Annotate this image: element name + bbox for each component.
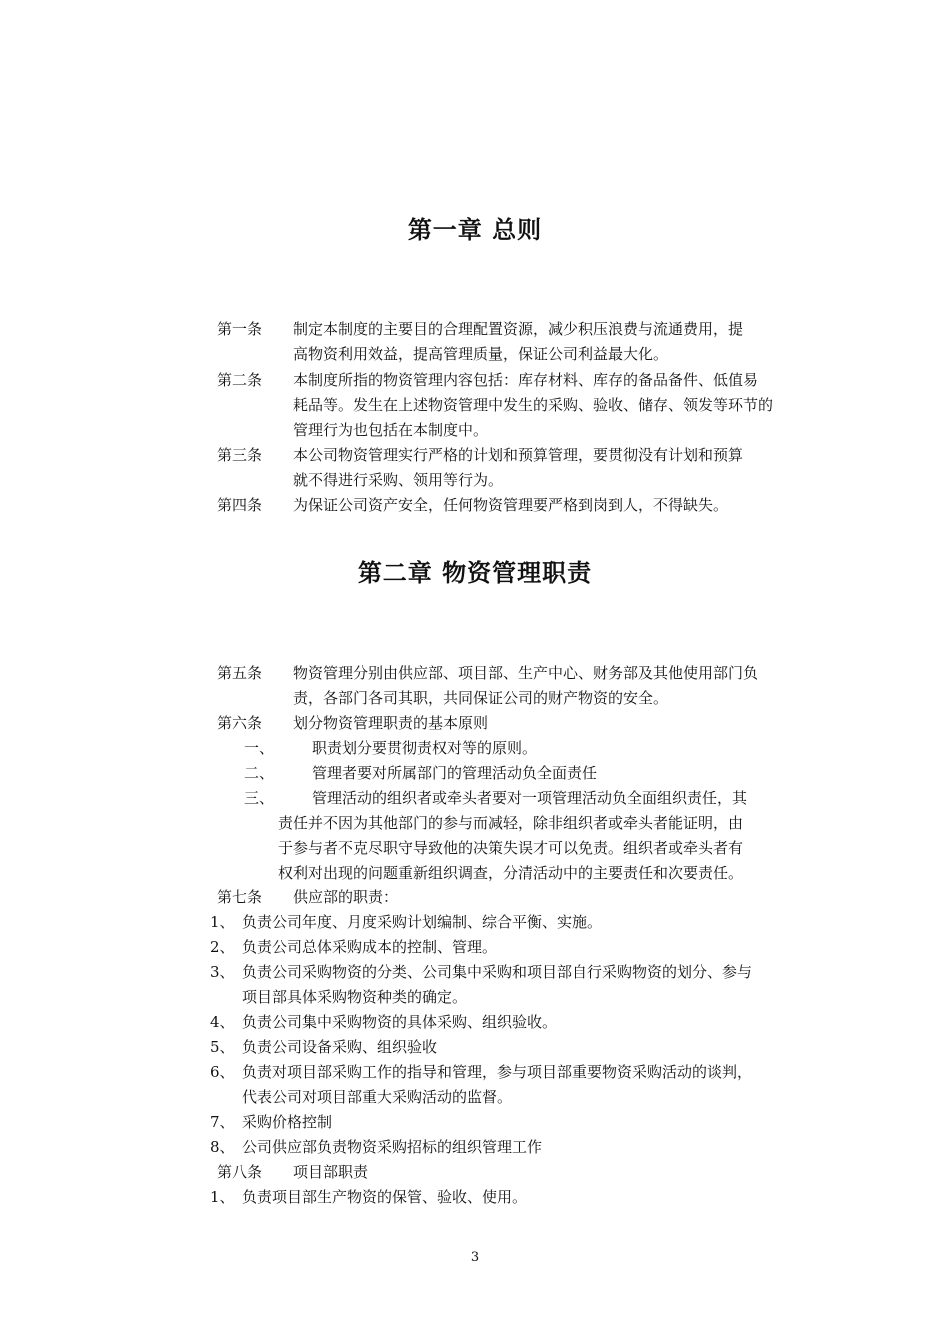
principle-text-line: 管理活动的组织者或牵头者要对一项管理活动负全面组织责任，其	[312, 789, 748, 807]
list-item-number: 1、	[210, 1188, 235, 1206]
principle-text-line: 管理者要对所属部门的管理活动负全面责任	[312, 764, 598, 782]
list-item-text: 负责项目部生产物资的保管、验收、使用。	[242, 1188, 528, 1206]
article-text-line: 供应部的职责：	[293, 888, 399, 906]
article-text-line: 制定本制度的主要目的合理配置资源，减少积压浪费与流通费用，提	[293, 320, 744, 338]
chapter-1-title: 第一章 总则	[407, 215, 543, 244]
article-label: 第八条	[217, 1163, 263, 1181]
article-text-line: 耗品等。发生在上述物资管理中发生的采购、验收、储存、领发等环节的	[293, 396, 774, 414]
list-item-number: 8、	[210, 1138, 235, 1156]
list-item-number: 4、	[210, 1013, 235, 1031]
list-item-text: 负责对项目部采购工作的指导和管理，参与项目部重要物资采购活动的谈判，	[242, 1063, 753, 1081]
principle-number: 三、	[244, 789, 275, 807]
list-item-number: 7、	[210, 1113, 235, 1131]
list-item-number: 1、	[210, 913, 235, 931]
article-label: 第三条	[217, 446, 263, 464]
list-item-text: 代表公司对项目部重大采购活动的监督。	[242, 1088, 513, 1106]
list-item-text: 采购价格控制	[242, 1113, 333, 1131]
principle-text-line: 权利对出现的问题重新组织调查，分清活动中的主要责任和次要责任。	[278, 864, 744, 882]
principle-text-line: 职责划分要贯彻责权对等的原则。	[312, 739, 538, 757]
principle-text-line: 责任并不因为其他部门的参与而减轻，除非组织者或牵头者能证明，由	[278, 814, 744, 832]
article-text-line: 管理行为也包括在本制度中。	[293, 421, 489, 439]
article-text-line: 物资管理分别由供应部、项目部、生产中心、财务部及其他使用部门负	[293, 664, 759, 682]
article-text-line: 为保证公司资产安全，任何物资管理要严格到岗到人，不得缺失。	[293, 496, 729, 514]
principle-number: 二、	[244, 764, 275, 782]
list-item-text: 项目部具体采购物资种类的确定。	[242, 988, 468, 1006]
list-item-text: 负责公司集中采购物资的具体采购、组织验收。	[242, 1013, 558, 1031]
list-item-text: 负责公司设备采购、组织验收	[242, 1038, 438, 1056]
article-text-line: 划分物资管理职责的基本原则	[293, 714, 489, 732]
list-item-number: 6、	[210, 1063, 235, 1081]
article-text-line: 本公司物资管理实行严格的计划和预算管理，要贯彻没有计划和预算	[293, 446, 744, 464]
article-label: 第五条	[217, 664, 263, 682]
principle-number: 一、	[244, 739, 275, 757]
article-text-line: 项目部职责	[293, 1163, 369, 1181]
list-item-text: 负责公司年度、月度采购计划编制、综合平衡、实施。	[242, 913, 603, 931]
list-item-text: 负责公司采购物资的分类、公司集中采购和项目部自行采购物资的划分、参与	[242, 963, 753, 981]
chapter-2-title: 第二章 物资管理职责	[357, 558, 593, 587]
list-item-text: 负责公司总体采购成本的控制、管理。	[242, 938, 498, 956]
article-text-line: 就不得进行采购、领用等行为。	[293, 471, 504, 489]
list-item-number: 3、	[210, 963, 235, 981]
list-item-text: 公司供应部负责物资采购招标的组织管理工作	[242, 1138, 543, 1156]
principle-text-line: 于参与者不克尽职守导致他的决策失误才可以免责。组织者或牵头者有	[278, 839, 744, 857]
article-text-line: 责，各部门各司其职，共同保证公司的财产物资的安全。	[293, 689, 669, 707]
page-number: 3	[470, 1250, 480, 1265]
article-label: 第七条	[217, 888, 263, 906]
article-label: 第四条	[217, 496, 263, 514]
article-text-line: 高物资利用效益，提高管理质量，保证公司利益最大化。	[293, 345, 669, 363]
list-item-number: 2、	[210, 938, 235, 956]
article-label: 第六条	[217, 714, 263, 732]
list-item-number: 5、	[210, 1038, 235, 1056]
article-label: 第一条	[217, 320, 263, 338]
article-label: 第二条	[217, 371, 263, 389]
article-text-line: 本制度所指的物资管理内容包括：库存材料、库存的备品备件、低值易	[293, 371, 759, 389]
